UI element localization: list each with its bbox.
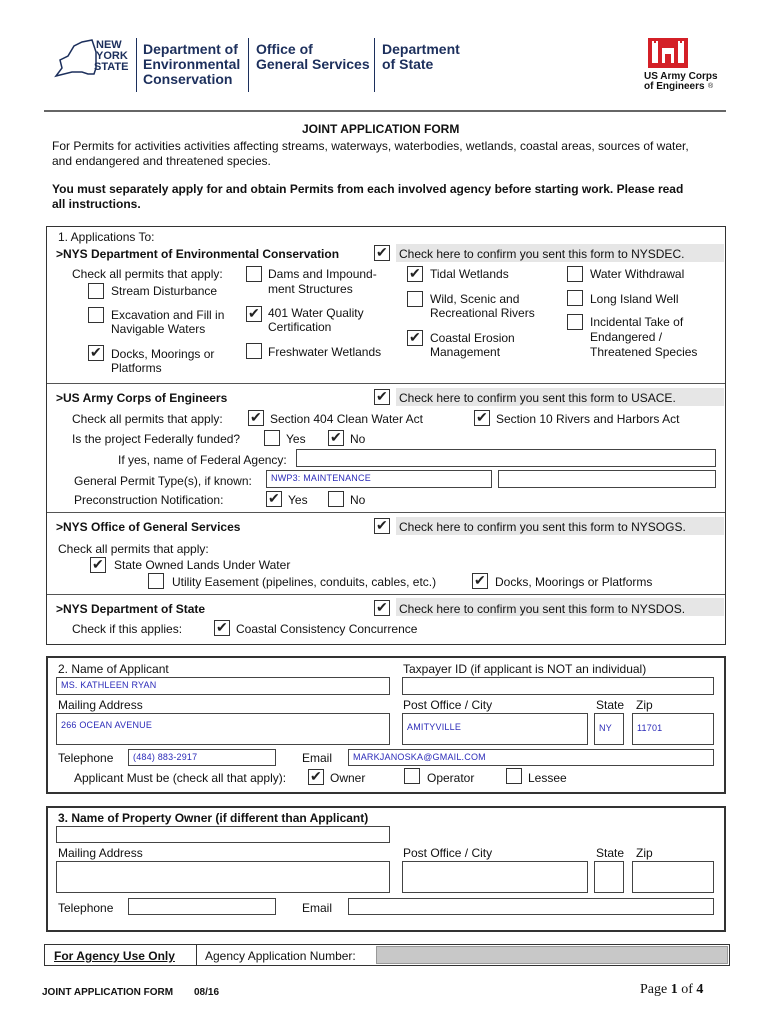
page-indicator [640,982,703,998]
check-icon: ✔ [474,572,486,588]
ogs-line-1: Office of [256,41,313,57]
ogs-docks-label: Docks, Moorings or Platforms [495,575,653,589]
coastal-erosion-label-1: Coastal Erosion [430,331,515,345]
general-permit-value: NWP3: MAINTENANCE [271,473,371,483]
dams-checkbox[interactable] [246,266,262,282]
page-number: 1 [670,982,678,997]
dos-check-label: Check if this applies: [72,622,183,636]
section-10-label: Section 10 Rivers and Harbors Act [496,412,680,426]
operator-label: Operator [427,771,475,785]
tidal-label: Tidal Wetlands [430,267,509,281]
divider [47,383,725,384]
check-icon: ✔ [376,244,388,260]
section-2-heading-text: 2. Name of Applicant [58,662,169,676]
coastal-consistency-label: Coastal Consistency Concurrence [236,622,418,636]
owner-label: Owner [330,771,366,785]
pcn-no-checkbox[interactable] [328,491,344,507]
wild-scenic-label-1: Wild, Scenic and [430,292,520,306]
owner-state-label: State [596,846,625,860]
owner-name-input[interactable] [56,826,390,843]
excavation-checkbox[interactable] [88,307,104,323]
ogs-docks-checkbox[interactable] [472,573,488,589]
dos-confirm-label: Check here to confirm you sent this form to NYSDOS. [399,602,686,616]
dos-line-2: of State [382,56,434,72]
coastal-erosion-label-2: Management [430,345,501,359]
footer-form-date: 08/16 [194,987,220,998]
usace-confirm-label: Check here to confirm you sent this form to USACE. [399,391,676,405]
owner-city-input[interactable] [402,861,588,893]
section-3-heading: 3. Name of Property Owner (if different than Applicant) [58,811,369,825]
pcn-label: Preconstruction Notification: [74,493,224,507]
form-title: JOINT APPLICATION FORM [302,122,460,136]
logo-divider [136,38,137,92]
dec-heading: >NYS Department of Environmental Conservation [56,247,340,261]
owner-state-input[interactable] [594,861,624,893]
telephone-value: (484) 883-2917 [133,752,198,762]
water-quality-checkbox[interactable] [246,306,262,322]
email-input[interactable] [348,749,714,766]
federal-no-checkbox[interactable] [328,430,344,446]
utility-easement-label: Utility Easement (pipelines, conduits, cables, etc.) [172,575,437,589]
nys-line-3: STATE [94,61,129,73]
telephone-input[interactable] [128,749,276,766]
check-icon: ✔ [476,409,488,425]
email-label: Email [302,751,333,765]
federal-no-label: No [350,432,366,446]
warning-line-2: all instructions. [52,197,141,211]
dec-check-all-label: Check all permits that apply: [72,267,223,281]
divider [47,512,725,513]
lessee-label: Lessee [528,771,567,785]
zip-label: Zip [636,698,653,712]
taxpayer-id-label: Taxpayer ID (if applicant is NOT an individual) [403,662,647,676]
logo-divider [374,38,375,92]
state-label: State [596,698,625,712]
freshwater-label: Freshwater Wetlands [268,345,382,359]
applicant-name-input[interactable] [56,677,390,695]
water-withdrawal-label: Water Withdrawal [590,267,685,281]
section-404-label: Section 404 Clean Water Act [270,412,423,426]
water-quality-label-2: Certification [268,320,332,334]
freshwater-checkbox[interactable] [246,343,262,359]
state-input[interactable] [594,713,624,745]
section-1-heading: 1. Applications To: [58,230,155,244]
section-404-checkbox[interactable] [248,410,264,426]
telephone-label: Telephone [58,751,114,765]
federal-agency-input[interactable] [296,449,716,467]
nys-line-1: NEW [96,39,122,51]
agency-use-label: For Agency Use Only [54,949,175,963]
agency-app-number-label: Agency Application Number: [205,949,356,963]
long-island-well-label: Long Island Well [590,292,679,306]
docks-label-1: Docks, Moorings or [111,347,215,361]
general-permit-input-2[interactable] [498,470,716,488]
ogs-confirm-label: Check here to confirm you sent this form to NYSOGS. [399,520,686,534]
owner-mailing-label: Mailing Address [58,846,143,860]
dams-label-2: ment Structures [268,282,353,296]
dec-line-1: Department of [143,41,238,57]
usace-castle-icon [648,38,688,68]
tidal-checkbox[interactable] [407,266,423,282]
stream-disturbance-checkbox[interactable] [88,283,104,299]
excavation-label-2: Navigable Waters [111,322,206,336]
dos-confirm-checkbox[interactable] [374,600,390,616]
applicant-name-value: MS. KATHLEEN RYAN [61,680,157,690]
check-icon: ✔ [310,768,322,784]
taxpayer-id-input[interactable] [402,677,714,695]
section-10-checkbox[interactable] [474,410,490,426]
dec-line-2: Environmental [143,56,241,72]
ogs-line-2: General Services [256,56,370,72]
city-input[interactable] [402,713,588,745]
city-value: AMITYVILLE [407,722,462,732]
zip-value: 11701 [637,723,663,733]
stream-disturbance-label: Stream Disturbance [111,284,218,298]
wild-scenic-label-2: Recreational Rivers [430,306,535,320]
page-total: 4 [696,982,704,997]
owner-telephone-label: Telephone [58,901,114,915]
page-of: of [677,982,697,997]
check-icon: ✔ [376,599,388,615]
coastal-erosion-checkbox[interactable] [407,330,423,346]
lessee-checkbox[interactable] [506,768,522,784]
intro-line-1: For Permits for activities activities affecting streams, waterways, waterbodies, wetlands, coastal areas, sources of water, [52,139,689,153]
warning-line-1: You must separately apply for and obtain Permits from each involved agency before starting work. Please read [52,182,684,196]
dec-confirm-label: Check here to confirm you sent this form to NYSDEC. [399,247,685,261]
pcn-yes-label: Yes [288,493,308,507]
ogs-confirm-checkbox[interactable] [374,518,390,534]
general-permit-input[interactable] [266,470,492,488]
header-rule [44,110,726,112]
agency-app-number-input[interactable] [376,946,728,964]
long-island-well-checkbox[interactable] [567,290,583,306]
nys-map-icon [52,38,98,80]
intro-line-2: and endangered and threatened species. [52,154,271,168]
docks-label-2: Platforms [111,361,162,375]
general-permit-label: General Permit Type(s), if known: [74,474,252,488]
zip-input[interactable] [632,713,714,745]
operator-checkbox[interactable] [404,768,420,784]
applicant-must-label: Applicant Must be (check all that apply): [74,771,287,785]
usace-registered: ® [708,83,714,90]
pcn-yes-checkbox[interactable] [266,491,282,507]
check-icon: ✔ [250,409,262,425]
owner-checkbox[interactable] [308,769,324,785]
water-withdrawal-checkbox[interactable] [567,266,583,282]
state-owned-lands-checkbox[interactable] [90,557,106,573]
mailing-address-value: 266 OCEAN AVENUE [61,720,153,730]
federal-yes-label: Yes [286,432,306,446]
owner-telephone-input[interactable] [128,898,276,915]
owner-email-label: Email [302,901,333,915]
check-icon: ✔ [248,305,260,321]
logo-divider [248,38,249,92]
state-owned-lands-label: State Owned Lands Under Water [114,558,291,572]
usace-check-all-label: Check all permits that apply: [72,412,223,426]
usace-line-1: US Army Corps [644,71,718,82]
ogs-heading: >NYS Office of General Services [56,520,241,534]
federal-funded-question: Is the project Federally funded? [72,432,241,446]
incidental-take-label-2: Endangered / [590,330,663,344]
usace-line-2: of Engineers [644,81,705,92]
incidental-take-label-1: Incidental Take of [590,315,684,329]
dec-line-3: Conservation [143,71,233,87]
excavation-label-1: Excavation and Fill in [111,308,225,322]
owner-mailing-input[interactable] [56,861,390,893]
dos-heading: >NYS Department of State [56,602,206,616]
federal-yes-checkbox[interactable] [264,430,280,446]
footer-form-name: JOINT APPLICATION FORM [42,987,174,998]
federal-agency-label: If yes, name of Federal Agency: [118,453,287,467]
check-icon: ✔ [92,556,104,572]
owner-post-office-label: Post Office / City [403,846,493,860]
mailing-address-label: Mailing Address [58,698,143,712]
check-icon: ✔ [376,517,388,533]
dams-label-1: Dams and Impound- [268,267,377,281]
owner-zip-input[interactable] [632,861,714,893]
incidental-take-label-3: Threatened Species [590,345,698,359]
mailing-address-input[interactable] [56,713,390,745]
check-icon: ✔ [216,619,228,635]
dec-confirm-checkbox[interactable] [374,245,390,261]
utility-easement-checkbox[interactable] [148,573,164,589]
post-office-label: Post Office / City [403,698,493,712]
section-2-heading [58,662,169,676]
pcn-no-label: No [350,493,366,507]
ogs-check-all-label: Check all permits that apply: [58,542,209,556]
wild-scenic-checkbox[interactable] [407,291,423,307]
email-value: MARKJANOSKA@GMAIL.COM [353,752,486,762]
check-icon: ✔ [409,265,421,281]
check-icon: ✔ [330,429,342,445]
incidental-take-checkbox[interactable] [567,314,583,330]
divider [47,594,725,595]
nys-line-2: YORK [96,50,128,62]
docks-checkbox[interactable] [88,345,104,361]
dos-line-1: Department [382,41,460,57]
usace-heading: >US Army Corps of Engineers [56,391,228,405]
owner-zip-label: Zip [636,846,653,860]
check-icon: ✔ [376,388,388,404]
owner-email-input[interactable] [348,898,714,915]
check-icon: ✔ [90,344,102,360]
usace-confirm-checkbox[interactable] [374,389,390,405]
check-icon: ✔ [409,329,421,345]
page-prefix: Page [640,982,671,997]
water-quality-label-1: 401 Water Quality [268,306,364,320]
state-value: NY [599,723,612,733]
check-icon: ✔ [268,490,280,506]
coastal-consistency-checkbox[interactable] [214,620,230,636]
